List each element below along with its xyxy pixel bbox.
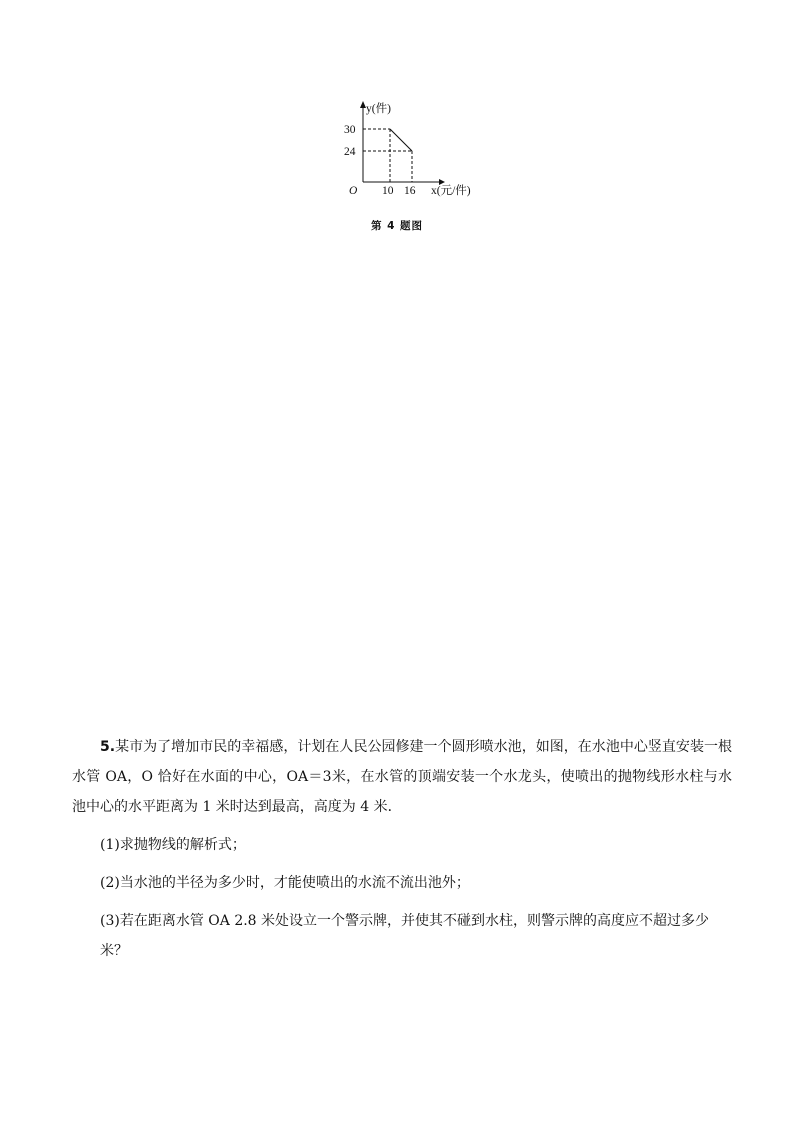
price-quantity-graph — [335, 98, 485, 198]
x-axis-label: x(元/件) — [431, 185, 471, 197]
y-tick-24: 24 — [344, 146, 356, 158]
origin-label: O — [349, 185, 358, 197]
problem-number: 5. — [100, 739, 116, 755]
y-axis-label: y(件) — [366, 103, 391, 115]
figure-caption: 第 4 题图 — [370, 220, 424, 232]
problem-text: 某市为了增加市民的幸福感，计划在人民公园修建一个圆形喷水池，如图，在水池中心竖直安装一根水管 OA，O 恰好在水面的中心，OA＝3米，在水管的顶端安装一个水龙头，使喷出的抛物线形水柱与水池中心的水平距离为 1 米时达到最高，高度为 4 米． — [72, 739, 732, 815]
x-tick-10: 10 — [382, 185, 394, 197]
x-tick-16: 16 — [404, 185, 416, 197]
sub-question-3: (3)若在距离水管 OA 2.8 米处设立一个警示牌，并使其不碰到水柱，则警示牌的高度应不超过多少米？ — [100, 913, 710, 959]
y-tick-30: 30 — [344, 124, 356, 136]
sub-question-2: (2)当水池的半径为多少时，才能使喷出的水流不流出池外； — [100, 875, 470, 891]
problem-statement — [72, 732, 732, 822]
sub-question-1: (1)求抛物线的解析式； — [100, 837, 246, 853]
problem-5 — [72, 732, 732, 966]
function-segment — [390, 129, 412, 151]
graph-svg — [335, 98, 485, 198]
